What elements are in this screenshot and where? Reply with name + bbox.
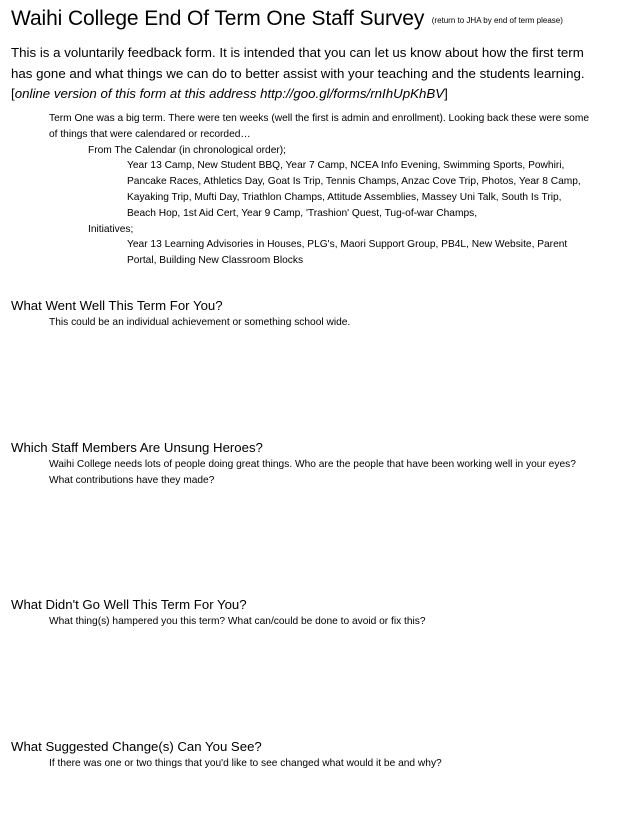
term-recap [49, 111, 597, 269]
initiatives-heading: Initiatives; [88, 223, 134, 235]
intro-close-bracket: ] [444, 86, 448, 101]
section-heading: What Didn't Go Well This Term For You? [11, 597, 247, 612]
calendar-items: Year 13 Camp, New Student BBQ, Year 7 Camp, NCEA Info Evening, Swimming Sports, Powhiri, Pancake Races, Athletics Day, Goat Is Trip, Tennis Champs, Anzac Cove Trip, Photos, Year 8 Camp, Kayaking Trip, Mufti Day, Triathlon Champs, Attitude Assemblies, Massey Uni Talk, South Is Trip, Beach Hop, 1st Aid Cert, Year 9 Camp, 'Trashion' Quest, Tug-of-war Champs, [127, 160, 581, 219]
online-form-note: online version of this form at this address http://goo.gl/forms/rnIhUpKhBV [14, 86, 445, 101]
recap-summary: Term One was a big term. There were ten weeks (well the first is admin and enrollment). Looking back these were some of things that were calendared or recorded… [49, 113, 589, 140]
section-prompt: Waihi College needs lots of people doing great things. Who are the people that have been working well in your eyes? What contributions have they made? [49, 459, 576, 486]
section-unsung-heroes [11, 439, 611, 489]
section-heading: Which Staff Members Are Unsung Heroes? [11, 440, 263, 455]
calendar-heading: From The Calendar (in chronological order); [88, 144, 286, 156]
section-went-well [11, 297, 611, 331]
title-line [11, 7, 621, 31]
section-prompt: If there was one or two things that you'd like to see changed what would it be and why? [49, 758, 442, 769]
section-heading: What Went Well This Term For You? [11, 298, 223, 313]
section-prompt: What thing(s) hampered you this term? What can/could be done to avoid or fix this? [49, 616, 426, 627]
section-heading: What Suggested Change(s) Can You See? [11, 739, 262, 754]
section-prompt: This could be an individual achievement or something school wide. [49, 317, 351, 328]
section-didnt-go-well [11, 596, 611, 630]
intro-text: This is a voluntarily feedback form. It is intended that you can let us know about how the first term has gone and what things we can do to better assist with your teaching and the students learning. [ [11, 45, 585, 101]
section-suggested-changes [11, 738, 611, 772]
return-note: (return to JHA by end of term please) [431, 16, 563, 25]
page-title: Waihi College End Of Term One Staff Survey [11, 7, 425, 30]
intro-paragraph [11, 43, 607, 105]
initiatives-items: Year 13 Learning Advisories in Houses, PLG's, Maori Support Group, PB4L, New Website, Parent Portal, Building New Classroom Blocks [127, 239, 568, 267]
